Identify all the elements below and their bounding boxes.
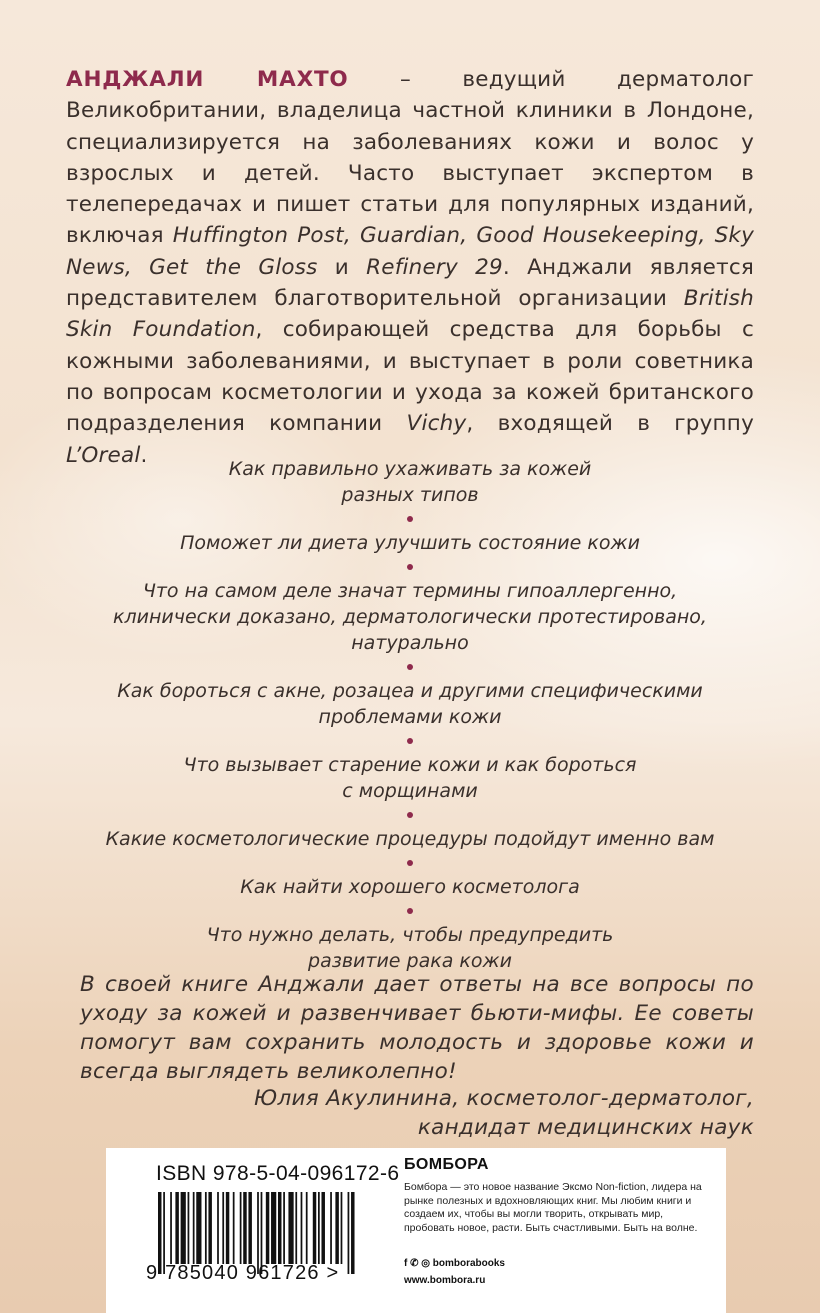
topic-item: Как правильно ухаживать за кожей разных типов xyxy=(228,458,592,506)
bullet-dot-icon xyxy=(407,860,413,866)
bullet-dot-icon xyxy=(407,664,413,670)
topic-item: Что вызывает старение кожи и как бороться с морщинами xyxy=(183,754,637,802)
bullet-dot-icon xyxy=(407,738,413,744)
topic-item: Как найти хорошего косметолога xyxy=(240,876,580,898)
bio-text-5: . xyxy=(140,442,148,468)
review-author xyxy=(154,1084,754,1142)
bullet-dot-icon xyxy=(407,812,413,818)
review-author-name: Юлия Акулинина, косметолог-дерматолог, xyxy=(253,1086,754,1111)
bio-and: и xyxy=(317,254,367,280)
publisher-info-box xyxy=(106,1148,726,1313)
topic-item: Что нужно делать, чтобы предупредить развитие рака кожи xyxy=(206,924,614,972)
bullet-dot-icon xyxy=(407,908,413,914)
topic-item: Что на самом деле значат термины гипоаллергенно, клинически доказано, дерматологически протестировано, натурально xyxy=(113,580,707,654)
review-author-title: кандидат медицинских наук xyxy=(417,1115,754,1140)
bio-company: Vichy xyxy=(406,411,467,437)
bio-organization: British Skin Foundation xyxy=(66,286,754,343)
bio-group: L’Oreal xyxy=(66,442,141,468)
topic-item: Поможет ли диета улучшить состояние кожи xyxy=(180,532,640,554)
topics-list xyxy=(60,456,760,974)
publisher-website: www.bombora.ru xyxy=(404,1275,486,1286)
bio-text-1: – ведущий дерматолог Великобритании, владелица частной клиники в Лондоне, специализируется на заболеваниях кожи и волос у взрослых и детей. Часто выступает экспертом в телепередачах и пишет статьи для популярных изданий, включая xyxy=(66,67,754,249)
review-quote: В своей книге Анджали дает ответы на все вопросы по уходу за кожей и развенчивает бьюти-мифы. Ее советы помогут вам сохранить молодость и здоровье кожи и всегда выглядеть великолепно! xyxy=(80,972,754,1084)
isbn-text: ISBN 978-5-04-096172-6 xyxy=(156,1162,400,1185)
author-bio xyxy=(66,64,754,471)
bio-media-list: Huffington Post, Guardian, Good Housekeeping, Sky News, Get the Gloss xyxy=(66,223,754,280)
bio-text-4: , входящей в группу xyxy=(466,411,754,437)
publisher-description: Бомбора — это новое название Эксмо Non-fiction, лидера на рынке полезных и вдохновляющих книг. Мы любим книги и создаем их, чтобы вы могли творить, открывать мир, пробовать новое, расти. Быть счастливыми. Быть на волне. xyxy=(404,1181,702,1234)
bullet-dot-icon xyxy=(407,564,413,570)
topic-item: Как бороться с акне, розацеа и другими специфическими проблемами кожи xyxy=(117,680,703,728)
author-name: АНДЖАЛИ МАХТО xyxy=(66,67,349,92)
bullet-dot-icon xyxy=(407,516,413,522)
bio-text-2: . Анджали является представителем благотворительной организации xyxy=(66,254,754,312)
publisher-social: f ✆ ◎ bomborabooks xyxy=(404,1258,505,1269)
bio-text-3: , собирающей средства для борьбы с кожными заболеваниями, и выступает в роли советника по вопросам косметологии и ухода за кожей британского подразделения компании xyxy=(66,317,754,437)
topic-item: Какие косметологические процедуры подойдут именно вам xyxy=(105,828,715,850)
barcode-digits: 9 785040 961726 > xyxy=(146,1262,340,1284)
bio-media-list-2: Refinery 29 xyxy=(366,254,503,280)
publisher-logo: БОМБОРА xyxy=(404,1156,489,1173)
